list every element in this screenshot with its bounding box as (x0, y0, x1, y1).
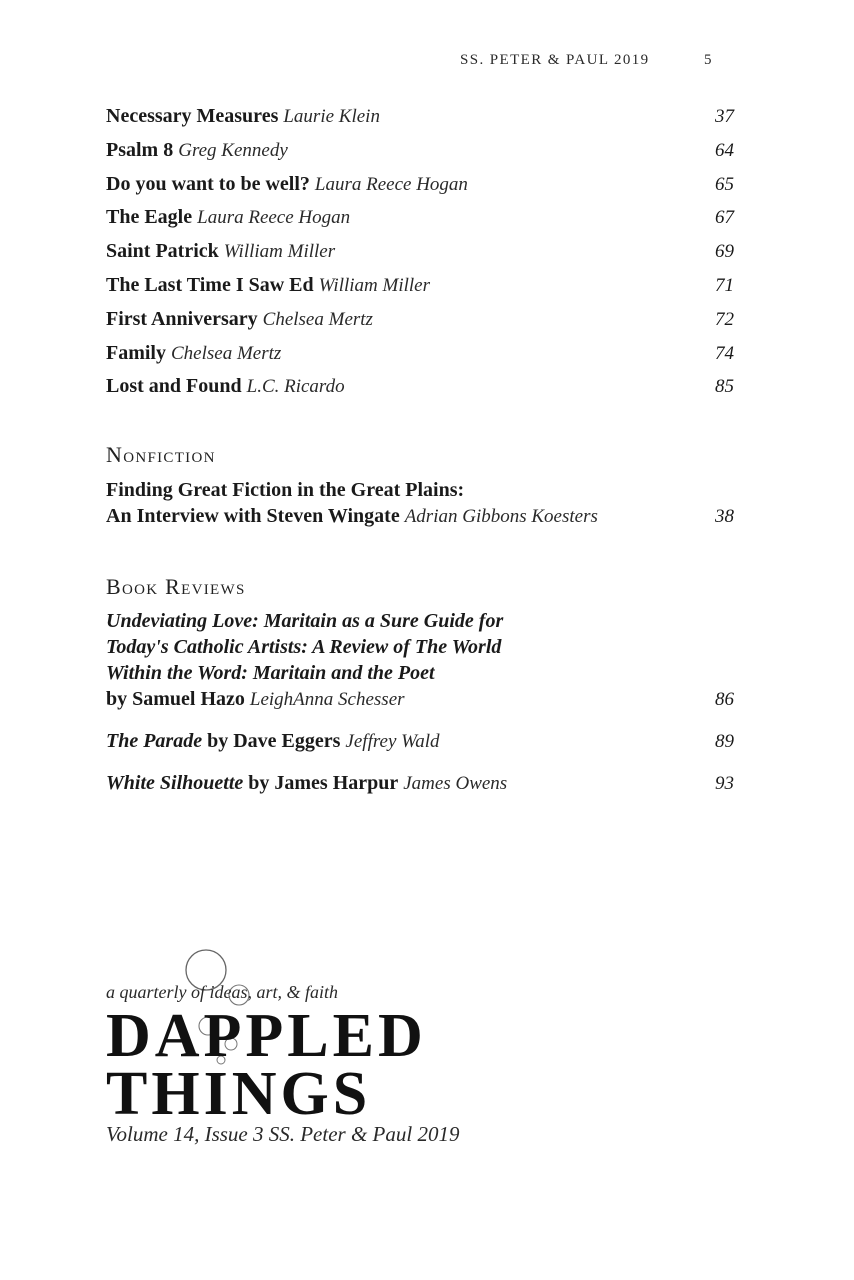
masthead-title-line1: DAPPLED (106, 1002, 427, 1070)
entry-author: James Owens (403, 773, 508, 794)
entry-page: 71 (715, 274, 734, 296)
entry-page: 89 (715, 731, 734, 752)
entry-title: The Last Time I Saw Ed (106, 273, 314, 296)
entry-page: 93 (715, 773, 734, 794)
entry-page: 64 (715, 139, 734, 161)
entry-title: First Anniversary (106, 307, 258, 330)
entry-author: LeighAnna Schesser (249, 689, 405, 710)
entry-page: 69 (715, 241, 734, 263)
entry-author: William Miller (223, 241, 336, 263)
entry-author: William Miller (318, 274, 431, 296)
entry-author: Jeffrey Wald (345, 731, 440, 752)
entry-title: Within the Word: Maritain and the Poet (106, 662, 435, 684)
volume-info: Volume 14, Issue 3 SS. Peter & Paul 2019 (106, 1122, 460, 1146)
entry-book-title: The Parade (106, 730, 203, 752)
entry-title: Today's Catholic Artists: A Review of The World (106, 636, 502, 658)
entry-author: Chelsea Mertz (262, 308, 373, 330)
entry-byline: by Dave Eggers (207, 730, 341, 752)
running-header-title: SS. PETER & PAUL 2019 (460, 52, 650, 68)
masthead-title-line2: THINGS (106, 1060, 372, 1128)
section-heading-nonfiction: Nonfiction (106, 442, 216, 467)
entry-page: 65 (715, 173, 734, 195)
entry-title: Undeviating Love: Maritain as a Sure Guide for (106, 610, 504, 632)
entry-title: Family (106, 341, 166, 364)
entry-title: Do you want to be well? (106, 172, 310, 195)
entry-page: 67 (715, 207, 734, 229)
entry-author: Adrian Gibbons Koesters (404, 506, 598, 527)
entry-title: Necessary Measures (106, 105, 279, 127)
entry-author: Greg Kennedy (178, 139, 288, 161)
entry-author: L.C. Ricardo (246, 376, 345, 398)
entry-title: The Eagle (106, 206, 193, 229)
entry-page: 85 (715, 376, 734, 398)
entry-page: 37 (715, 106, 734, 127)
entry-page: 86 (715, 689, 734, 710)
entry-title: An Interview with Steven Wingate (106, 505, 400, 527)
entry-page: 38 (715, 506, 734, 527)
page-number: 5 (704, 52, 712, 68)
entry-author: Laura Reece Hogan (197, 207, 351, 229)
entry-page: 74 (715, 342, 734, 364)
entry-book-title: White Silhouette (106, 772, 244, 794)
entry-page: 72 (715, 308, 734, 330)
entry-author: Laurie Klein (283, 106, 380, 127)
section-heading-book-reviews: Book Reviews (106, 574, 246, 599)
entry-title: Psalm 8 (106, 138, 174, 161)
entry-author: Chelsea Mertz (171, 342, 282, 364)
masthead-tagline: a quarterly of ideas, art, & faith (106, 982, 338, 1002)
entry-byline: by James Harpur (248, 772, 399, 794)
entry-title: Lost and Found (106, 375, 242, 398)
entry-title: Finding Great Fiction in the Great Plains: (106, 479, 465, 501)
entry-author: Laura Reece Hogan (314, 173, 468, 195)
entry-title: Saint Patrick (106, 240, 219, 263)
entry-byline: by Samuel Hazo (106, 688, 245, 710)
